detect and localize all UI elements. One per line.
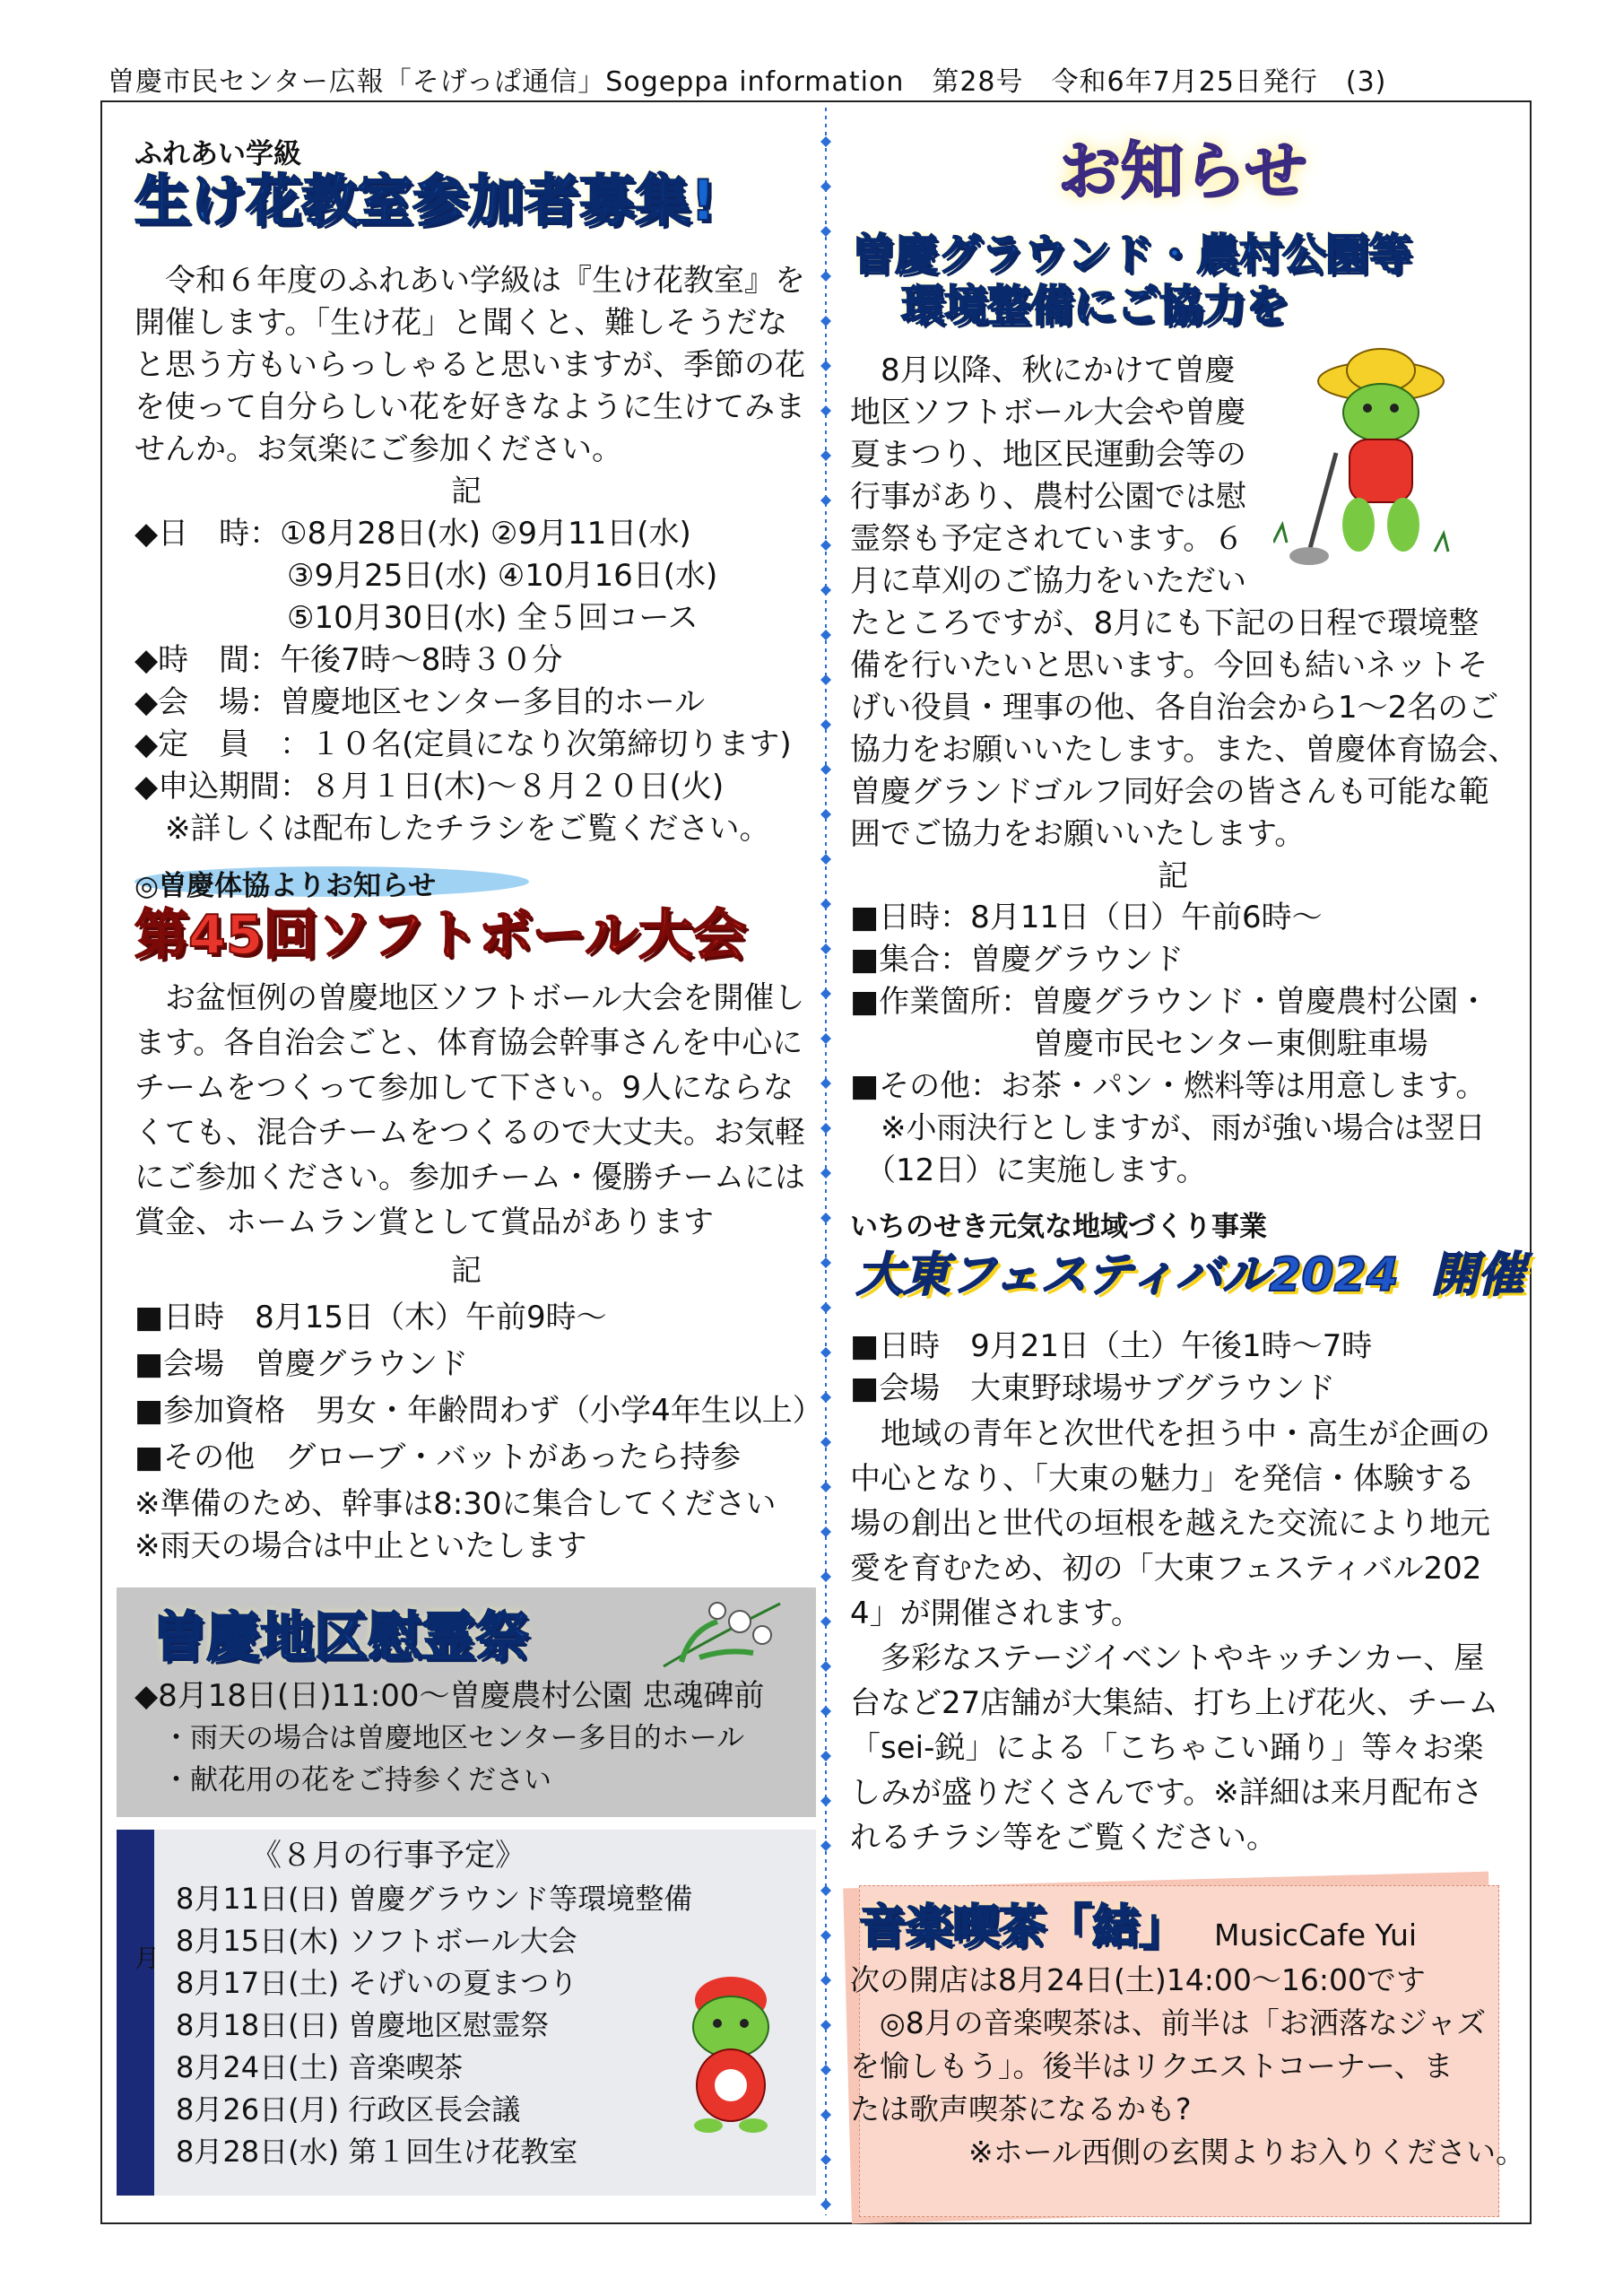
- softball-subheading: ◎曽慶体協よりお知らせ: [135, 870, 437, 902]
- cleanup-body-line: 地区ソフトボール大会や曽慶: [850, 395, 1246, 430]
- divider-diamond: [820, 1930, 831, 1941]
- divider-diamond: [820, 988, 831, 999]
- softball-body-line: チームをつくって参加して下さい。9人にならな: [135, 1070, 794, 1106]
- divider-diamond: [820, 1885, 831, 1896]
- cleanup-details: [850, 897, 1488, 1192]
- festival-detail-line: ■日時 9月21日（土）午後1時～7時: [850, 1328, 1373, 1364]
- cleanup-banner-line1: 曽慶グラウンド・農村公園等: [852, 230, 1412, 280]
- divider-diamond: [820, 495, 831, 506]
- cleanup-body-line: 曽慶グランドゴルフ同好会の皆さんも可能な範: [850, 774, 1489, 810]
- divider-diamond: [820, 405, 831, 416]
- ireisai-line: ◆8月18日(日)11:00～曽慶農村公園 忠魂碑前: [135, 1678, 765, 1714]
- ikebana-subheading: ふれあい学級: [135, 138, 301, 170]
- divider-diamond: [820, 1840, 831, 1851]
- cleanup-body-line: げい役員・理事の他、各自治会から1～2名のご: [850, 690, 1499, 726]
- cleanup-detail-line: ※小雨決行としますが、雨が強い場合は翌日: [850, 1110, 1486, 1146]
- festival-body-line: 多彩なステージイベントやキッチンカー、屋: [850, 1640, 1485, 1676]
- oshirase-title: お知らせ: [1058, 135, 1307, 208]
- calendar-item: 8月18日(日) 曽慶地区慰霊祭: [176, 2008, 550, 2042]
- mascot-mowing-icon: [1273, 345, 1480, 578]
- festival-subheading: いちのせき元気な地域づくり事業: [850, 1211, 1267, 1243]
- divider-diamond: [820, 585, 831, 596]
- cleanup-body-line: 囲でご協力をお願いいたします。: [850, 816, 1306, 852]
- softball-body-line: にご参加ください。参加チーム・優勝チームには: [135, 1160, 805, 1196]
- cleanup-body-line: 行事があり、農村公園では慰: [850, 479, 1246, 515]
- ikebana-detail-line: ◆時 間：午後7時～8時３０分: [135, 642, 563, 678]
- calendar-side-bar: [117, 1830, 154, 2196]
- cafe-line: たは歌声喫茶になるかも?: [850, 2092, 1192, 2126]
- cafe-lines: [850, 1959, 1525, 2174]
- softball-detail-line: ■会場 曽慶グラウンド: [135, 1346, 469, 1382]
- divider-diamond: [820, 2020, 831, 2031]
- cleanup-body-line: 霊祭も予定されています。６: [850, 521, 1245, 557]
- ireisai-line: ・雨天の場合は曽慶地区センター多目的ホール: [135, 1722, 745, 1754]
- divider-diamond: [820, 1257, 831, 1268]
- softball-body: [135, 978, 805, 1247]
- calendar-item: 8月11日(日) 曽慶グラウンド等環境整備: [176, 1882, 693, 1916]
- cleanup-body-line: 備を行いたいと思います。今回も結いネットそ: [850, 648, 1488, 683]
- cleanup-detail-line: （12日）に実施します。: [850, 1152, 1207, 1188]
- ikebana-body-line: せんか。お気楽にご参加ください。: [135, 431, 622, 467]
- column-divider: [820, 108, 831, 2215]
- softball-body-line: ます。各自治会ごと、体育協会幹事さんを中心に: [135, 1025, 803, 1061]
- divider-diamond: [820, 271, 831, 282]
- cafe-subtitle: MusicCafe Yui: [1214, 1918, 1418, 1952]
- divider-diamond: [820, 944, 831, 954]
- ikebana-detail-line: ③9月25日(水) ④10月16日(水): [135, 558, 718, 594]
- calendar-title: 《８月の行事予定》: [251, 1838, 525, 1874]
- calendar-list: [176, 1878, 692, 2173]
- calendar-item: 8月26日(月) 行政区長会議: [176, 2092, 521, 2126]
- ikebana-ki: 記: [451, 474, 482, 509]
- cleanup-detail-line: ■作業箇所：曽慶グラウンド・曽慶農村公園・: [850, 984, 1489, 1020]
- festival-banner: [856, 1247, 1524, 1304]
- divider-diamond: [820, 1616, 831, 1627]
- ikebana-detail-line: ※詳しくは配布したチラシをご覧ください。: [135, 811, 770, 847]
- cleanup-detail-line: ■日時：8月11日（日）午前6時～: [850, 900, 1323, 935]
- divider-diamond: [820, 809, 831, 820]
- cafe-banner: 音楽喫茶「結」: [859, 1900, 1186, 1954]
- divider-diamond: [820, 361, 831, 371]
- cleanup-ki: 記: [1158, 858, 1188, 894]
- ikebana-body-line: 開催します。「生け花」と聞くと、難しそうだな: [135, 305, 788, 341]
- mascot-icon: [664, 1964, 798, 2135]
- cleanup-body-line: たところですが、8月にも下記の日程で環境整: [850, 605, 1480, 641]
- divider-diamond: [820, 1661, 831, 1672]
- divider-diamond: [820, 136, 831, 147]
- ireisai-banner: 曽慶地区慰霊祭: [152, 1606, 529, 1669]
- divider-diamond: [820, 1751, 831, 1761]
- divider-diamond: [820, 719, 831, 730]
- softball-banner: 第45回ソフトボール大会: [135, 904, 747, 967]
- divider-diamond: [820, 450, 831, 461]
- divider-diamond: [820, 1571, 831, 1582]
- cleanup-detail-line: ■集合：曽慶グラウンド: [850, 942, 1185, 978]
- calendar-side-char: 月: [135, 1944, 161, 1973]
- ikebana-body-line: と思う方もいらっしゃると思いますが、季節の花: [135, 347, 805, 383]
- cleanup-detail-line: ■その他：お茶・パン・燃料等は用意します。: [850, 1068, 1487, 1104]
- divider-diamond: [820, 540, 831, 551]
- softball-ki: 記: [451, 1253, 482, 1289]
- divider-diamond: [820, 1123, 831, 1134]
- festival-body-line: 愛を育むため、初の「大東フェスティバル202: [850, 1551, 1482, 1587]
- cafe-line: ◎8月の音楽喫茶は、前半は「お洒落なジャズ: [850, 2005, 1487, 2040]
- festival-body-line: 4」が開催されます。: [850, 1596, 1141, 1631]
- festival-body-line: 台など27店舗が大集結、打ち上げ花火、チーム: [850, 1685, 1499, 1721]
- divider-diamond: [820, 1078, 831, 1089]
- cleanup-body-line: 8月以降、秋にかけて曽慶: [850, 352, 1236, 388]
- softball-body-line: くても、混合チームをつくるので大丈夫。お気軽: [135, 1115, 805, 1151]
- festival-body-line: 地域の青年と次世代を担う中・高生が企画の: [850, 1416, 1490, 1452]
- ikebana-body-line: を使って自分らしい花を好きなように生けてみま: [135, 389, 805, 425]
- divider-diamond: [820, 316, 831, 326]
- divider-diamond: [820, 2109, 831, 2120]
- calendar-item: 8月28日(水) 第１回生け花教室: [176, 2135, 578, 2169]
- divider-diamond: [820, 1796, 831, 1806]
- divider-diamond: [820, 899, 831, 909]
- ireisai-lines: [135, 1675, 764, 1802]
- softball-body-line: お盆恒例の曽慶地区ソフトボール大会を開催し: [135, 980, 805, 1016]
- softball-detail-line: ■参加資格 男女・年齢問わず（小学4年生以上）: [135, 1393, 823, 1429]
- cleanup-body-line: 月に草刈のご協力をいただい: [850, 563, 1246, 599]
- softball-detail-line: ※準備のため、幹事は8:30に集合してください: [135, 1486, 777, 1522]
- ikebana-body: [135, 260, 805, 471]
- festival-details: [850, 1326, 1372, 1410]
- festival-body: [850, 1413, 1498, 1862]
- festival-body-line: れるチラシ等をご覧ください。: [850, 1820, 1277, 1856]
- festival-body-line: 場の創出と世代の垣根を越えた交流により地元: [850, 1506, 1490, 1542]
- divider-diamond: [820, 226, 831, 237]
- cafe-line: ※ホール西側の玄関よりお入りください。: [850, 2135, 1525, 2170]
- page-header: 曽慶市民センター広報「そげっぱ通信」Sogeppa information 第28号 令和6年7月25日発行 (3): [108, 66, 1387, 98]
- ikebana-body-line: 令和６年度のふれあい学級は『生け花教室』を: [135, 263, 805, 299]
- divider-diamond: [820, 2065, 831, 2075]
- ikebana-details: [135, 513, 792, 850]
- cleanup-detail-line: 曽慶市民センター東側駐車場: [850, 1026, 1428, 1062]
- calendar-item: 8月17日(土) そげいの夏まつり: [176, 1966, 578, 2000]
- divider-diamond: [820, 1213, 831, 1223]
- ireisai-line: ・献花用の花をご持参ください: [135, 1764, 551, 1796]
- softball-detail-line: ※雨天の場合は中止といたします: [135, 1528, 587, 1564]
- softball-details: [135, 1297, 823, 1568]
- festival-detail-line: ■会場 大東野球場サブグラウンド: [850, 1370, 1336, 1406]
- festival-body-line: 中心となり、「大東の魅力」を発信・体験する: [850, 1461, 1475, 1497]
- festival-body-line: 「sei-鋭」による「こちゃこい踊り」等々お楽: [850, 1730, 1484, 1766]
- cleanup-body-line: 夏まつり、地区民運動会等の: [850, 437, 1246, 473]
- flower-icon: [655, 1595, 789, 1675]
- divider-diamond: [820, 1975, 831, 1986]
- divider-diamond: [820, 764, 831, 775]
- calendar-item: 8月24日(土) 音楽喫茶: [176, 2050, 464, 2084]
- festival-body-line: しみが盛りだくさんです。※詳細は来月配布さ: [850, 1775, 1483, 1811]
- divider-diamond: [820, 2199, 831, 2210]
- divider-diamond: [820, 1706, 831, 1717]
- divider-diamond: [820, 1033, 831, 1044]
- softball-body-line: 賞金、ホームラン賞として賞品があります: [135, 1205, 714, 1240]
- ikebana-detail-line: ◆会 場：曽慶地区センター多目的ホール: [135, 684, 706, 720]
- cleanup-body-wide: [850, 603, 1518, 856]
- softball-detail-line: ■その他 グローブ・バットがあったら持参: [135, 1439, 742, 1475]
- cleanup-body-narrow: [850, 350, 1246, 603]
- cleanup-body-line: 協力をお願いいたします。また、曽慶体育協会、: [850, 732, 1519, 768]
- divider-diamond: [820, 181, 831, 192]
- divider-diamond: [820, 1168, 831, 1178]
- ikebana-detail-line: ◆定 員 ：１０名(定員になり次第締切ります): [135, 726, 792, 762]
- divider-diamond: [820, 630, 831, 640]
- softball-detail-line: ■日時 8月15日（木）午前9時～: [135, 1300, 607, 1335]
- cleanup-banner-line2: 環境整備にご協力を: [901, 281, 1289, 331]
- festival-banner-tail: 開催: [1431, 1248, 1525, 1302]
- calendar-item: 8月15日(木) ソフトボール大会: [176, 1924, 577, 1958]
- ikebana-detail-line: ◆申込期間：８月１日(木)～８月２０日(火): [135, 769, 725, 804]
- cafe-line: を愉しもう」。後半はリクエストコーナー、ま: [850, 2048, 1454, 2083]
- ikebana-detail-line: ◆日 時：①8月28日(水) ②9月11日(水): [135, 516, 691, 552]
- ikebana-banner: 生け花教室参加者募集!: [135, 168, 716, 233]
- divider-diamond: [820, 674, 831, 685]
- festival-banner-main: 大東フェスティバル2024: [856, 1248, 1399, 1302]
- divider-diamond: [820, 854, 831, 865]
- divider-diamond: [820, 2154, 831, 2165]
- ikebana-detail-line: ⑤10月30日(水) 全５回コース: [135, 600, 699, 636]
- cafe-line: 次の開店は8月24日(土)14:00～16:00です: [850, 1962, 1426, 1997]
